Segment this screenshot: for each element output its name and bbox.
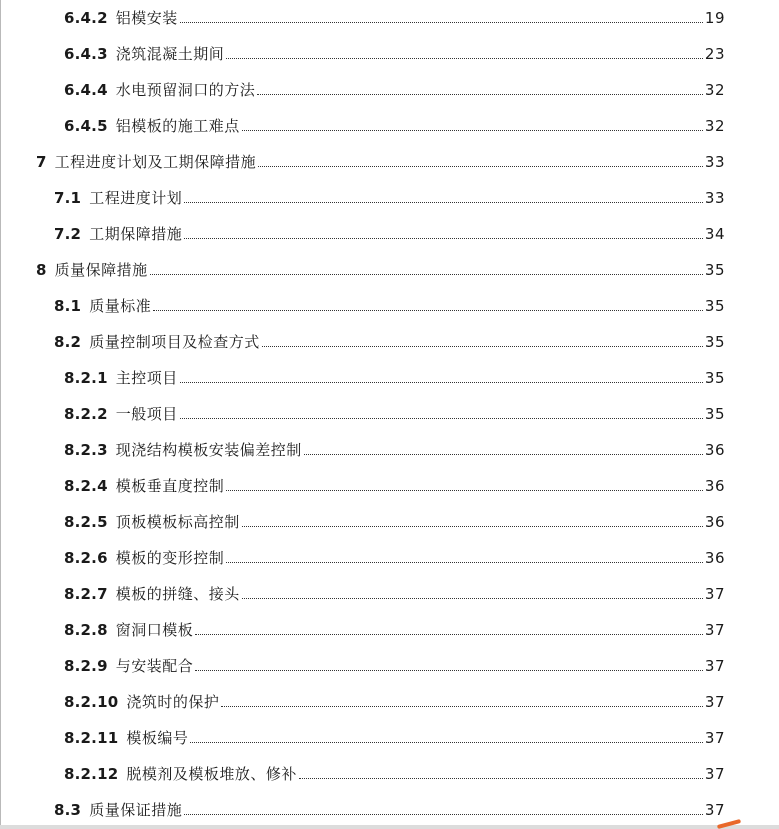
- toc-entry-8-2-7[interactable]: [64, 582, 725, 604]
- toc-entry-number: 8.2.12: [64, 765, 119, 783]
- toc-entry-title: 工程进度计划及工期保障措施: [54, 153, 257, 171]
- dot-leader: [180, 417, 703, 419]
- toc-entry-page: 37: [704, 729, 725, 747]
- toc-entry-number: 8.2.11: [64, 729, 119, 747]
- dot-leader: [184, 813, 703, 815]
- toc-entry-8-2-10[interactable]: [64, 690, 725, 712]
- toc-entry-title: 铝模安装: [115, 9, 178, 27]
- toc-entry-number: 7.2: [54, 225, 82, 243]
- toc-entry-8-2-8[interactable]: [64, 618, 725, 640]
- toc-entry-7[interactable]: [36, 150, 725, 172]
- toc-entry-number: 8.1: [54, 297, 82, 315]
- toc-entry-6-4-2[interactable]: [64, 6, 725, 28]
- toc-entry-title: 浇筑混凝土期间: [115, 45, 225, 63]
- toc-entry-number: 7.1: [54, 189, 82, 207]
- dot-leader: [226, 57, 703, 59]
- toc-entry-number: 8.2.3: [64, 441, 108, 459]
- dot-leader: [242, 129, 703, 131]
- toc-entry-number: 8.3: [54, 801, 82, 819]
- toc-entry-title: 窗洞口模板: [115, 621, 194, 639]
- dot-leader: [258, 165, 703, 167]
- toc-entry-page: 35: [704, 297, 725, 315]
- page-left-edge: [0, 0, 1, 829]
- toc-entry-8-2-5[interactable]: [64, 510, 725, 532]
- dot-leader: [184, 201, 703, 203]
- dot-leader: [221, 705, 703, 707]
- toc-entry-title: 脱模剂及模板堆放、修补: [126, 765, 297, 783]
- toc-entry-number: 8.2.2: [64, 405, 108, 423]
- dot-leader: [226, 561, 703, 563]
- toc-entry-8-2-2[interactable]: [64, 402, 725, 424]
- toc-entry-8-1[interactable]: [54, 294, 725, 316]
- toc-entry-page: 35: [704, 369, 725, 387]
- dot-leader: [150, 273, 703, 275]
- toc-entry-page: 35: [704, 405, 725, 423]
- toc-entry-8[interactable]: [36, 258, 725, 280]
- toc-entry-number: 8.2.5: [64, 513, 108, 531]
- toc-entry-number: 8.2.10: [64, 693, 119, 711]
- bottom-scroll-strip[interactable]: [0, 825, 779, 829]
- toc-entry-8-2-6[interactable]: [64, 546, 725, 568]
- toc-entry-number: 6.4.3: [64, 45, 108, 63]
- toc-entry-title: 现浇结构模板安装偏差控制: [115, 441, 302, 459]
- toc-entry-page: 19: [704, 9, 725, 27]
- toc-entry-title: 质量控制项目及检查方式: [89, 333, 260, 351]
- toc-entry-title: 模板垂直度控制: [115, 477, 225, 495]
- toc-entry-number: 7: [36, 153, 47, 171]
- toc-entry-title: 顶板模板标高控制: [115, 513, 240, 531]
- toc-entry-title: 水电预留洞口的方法: [115, 81, 256, 99]
- toc-entry-title: 模板的拼缝、接头: [115, 585, 240, 603]
- toc-entry-title: 与安装配合: [115, 657, 194, 675]
- toc-entry-title: 一般项目: [115, 405, 178, 423]
- toc-entry-page: 32: [704, 81, 725, 99]
- toc-entry-page: 32: [704, 117, 725, 135]
- toc-entry-page: 37: [704, 765, 725, 783]
- toc-entry-number: 6.4.2: [64, 9, 108, 27]
- dot-leader: [180, 21, 703, 23]
- toc-entry-6-4-4[interactable]: [64, 78, 725, 100]
- toc-entry-8-2-4[interactable]: [64, 474, 725, 496]
- toc-entry-page: 35: [704, 333, 725, 351]
- toc-entry-page: 35: [704, 261, 725, 279]
- dot-leader: [184, 237, 703, 239]
- toc-entry-8-2-1[interactable]: [64, 366, 725, 388]
- toc-entry-page: 37: [704, 621, 725, 639]
- toc-entry-title: 模板编号: [126, 729, 189, 747]
- toc-entry-title: 模板的变形控制: [115, 549, 225, 567]
- dot-leader: [242, 525, 703, 527]
- toc-entry-page: 37: [704, 693, 725, 711]
- toc-entry-8-3[interactable]: [54, 798, 725, 820]
- dot-leader: [180, 381, 703, 383]
- toc-entry-8-2-9[interactable]: [64, 654, 725, 676]
- toc-entry-title: 工程进度计划: [89, 189, 183, 207]
- dot-leader: [195, 669, 703, 671]
- toc-entry-page: 36: [704, 549, 725, 567]
- toc-entry-page: 37: [704, 801, 725, 819]
- dot-leader: [242, 597, 703, 599]
- toc-entry-6-4-3[interactable]: [64, 42, 725, 64]
- toc-entry-number: 8.2.8: [64, 621, 108, 639]
- toc-entry-title: 浇筑时的保护: [126, 693, 220, 711]
- toc-entry-number: 8.2.7: [64, 585, 108, 603]
- toc-entry-8-2-11[interactable]: [64, 726, 725, 748]
- toc-entry-page: 37: [704, 585, 725, 603]
- dot-leader: [190, 741, 703, 743]
- toc-entry-page: 23: [704, 45, 725, 63]
- dot-leader: [299, 777, 703, 779]
- toc-entry-8-2-12[interactable]: [64, 762, 725, 784]
- dot-leader: [262, 345, 703, 347]
- toc-entry-number: 8.2.1: [64, 369, 108, 387]
- dot-leader: [257, 93, 703, 95]
- dot-leader: [304, 453, 703, 455]
- toc-entry-number: 8: [36, 261, 47, 279]
- toc-entry-title: 铝模板的施工难点: [115, 117, 240, 135]
- toc-entry-number: 8.2.6: [64, 549, 108, 567]
- toc-entry-page: 36: [704, 513, 725, 531]
- toc-entry-page: 33: [704, 153, 725, 171]
- toc-entry-title: 主控项目: [115, 369, 178, 387]
- toc-entry-page: 36: [704, 441, 725, 459]
- toc-entry-number: 6.4.4: [64, 81, 108, 99]
- toc-entry-number: 8.2.4: [64, 477, 108, 495]
- dot-leader: [226, 489, 703, 491]
- dot-leader: [153, 309, 703, 311]
- toc-entry-page: 33: [704, 189, 725, 207]
- toc-entry-8-2[interactable]: [54, 330, 725, 352]
- toc-entry-6-4-5[interactable]: [64, 114, 725, 136]
- toc-entry-title: 质量保障措施: [54, 261, 148, 279]
- toc-entry-page: 34: [704, 225, 725, 243]
- toc-entry-7-2[interactable]: [54, 222, 725, 244]
- toc-entry-title: 工期保障措施: [89, 225, 183, 243]
- toc-entry-page: 37: [704, 657, 725, 675]
- toc-entry-title: 质量保证措施: [89, 801, 183, 819]
- toc-entry-8-2-3[interactable]: [64, 438, 725, 460]
- dot-leader: [195, 633, 703, 635]
- toc-entry-number: 8.2.9: [64, 657, 108, 675]
- toc-entry-title: 质量标准: [89, 297, 152, 315]
- toc-entry-number: 8.2: [54, 333, 82, 351]
- toc-entry-number: 6.4.5: [64, 117, 108, 135]
- toc-entry-7-1[interactable]: [54, 186, 725, 208]
- toc-entry-page: 36: [704, 477, 725, 495]
